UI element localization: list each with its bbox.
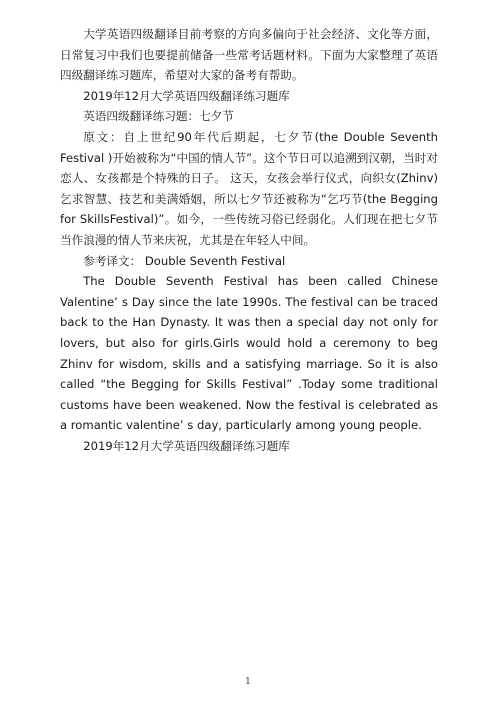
exercise-title: 英语四级翻译练习题：七夕节 bbox=[83, 109, 234, 124]
translation-heading: 参考译文： Double Seventh Festival bbox=[83, 253, 286, 268]
section-title: 2019年12月大学英语四级翻译练习题库 bbox=[83, 88, 290, 103]
source-text-paragraph: 原文：自上世纪90年代后期起，七夕节(the Double Seventh Festival )开始被称为“中国的情人节”。这个节日可以追溯到汉朝，当时对恋人、女孩都是个特殊的日子。 这天，女孩会举行仪式，向织女(Zhinv)乞求智慧、技艺和美满婚姻，所以七夕节还被称为“乞巧节(the Begging for SkillsFestival)”。如今，一些传统习俗已经弱化。人们现在把七夕节当作浪漫的情人节来庆祝，尤其是在年轻人中间。 bbox=[60, 129, 438, 247]
document-body bbox=[60, 24, 438, 456]
translation-paragraph: The Double Seventh Festival has been called Chinese Valentine’ s Day since the late 1990s. The festival can be traced back to the Han Dynasty. It was then a special day not only for lovers, but also for girls.Girls would hold a ceremony to beg Zhinv for wisdom, skills and a satisfying marriage. So it is also called “the Begging for Skills Festival” .Today some traditional customs have been weakened. Now the festival is celebrated as a romantic valentine’ s day, particularly among young people. bbox=[60, 274, 438, 433]
intro-paragraph: 大学英语四级翻译目前考察的方向多偏向于社会经济、文化等方面，日常复习中我们也要提前储备一些常考话题材料。下面为大家整理了英语四级翻译练习题库，希望对大家的备考有帮助。 bbox=[60, 27, 438, 83]
section-title-repeat: 2019年12月大学英语四级翻译练习题库 bbox=[83, 438, 290, 453]
page-number: 1 bbox=[245, 677, 251, 687]
